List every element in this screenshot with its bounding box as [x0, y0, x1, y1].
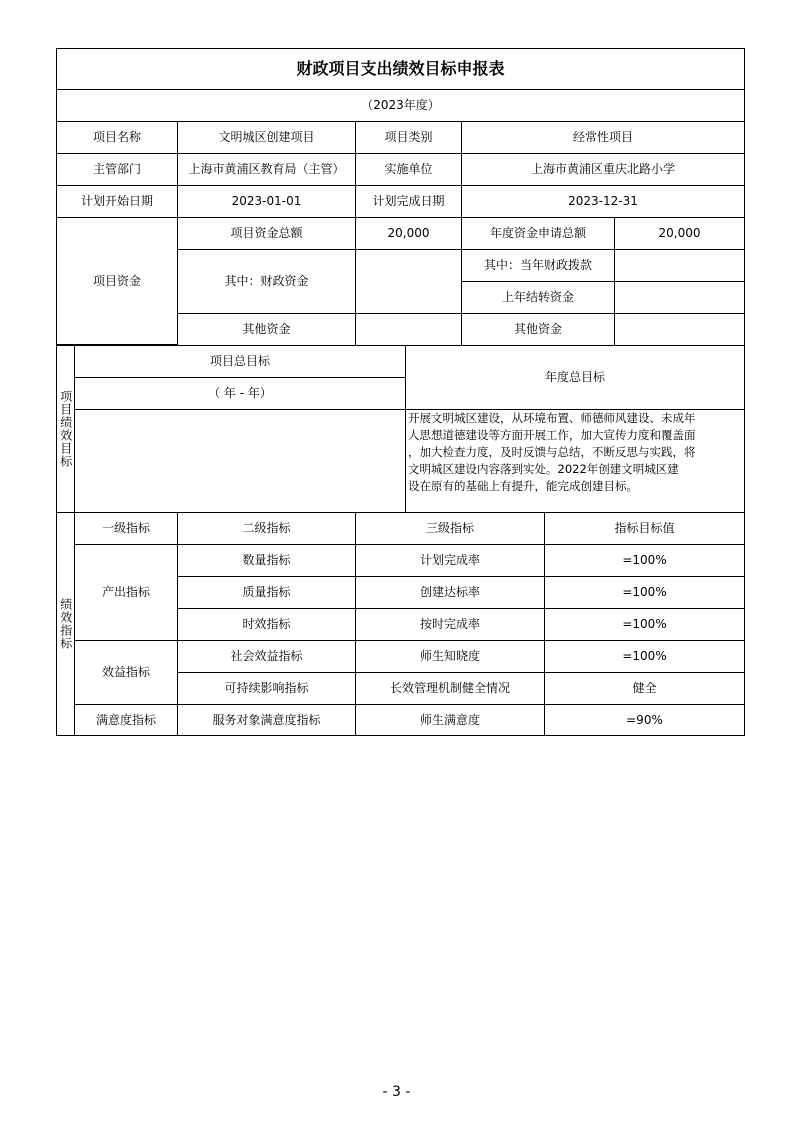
indicator-level3: 长效管理机制健全情况 [355, 672, 545, 705]
department-label: 主管部门 [56, 153, 178, 186]
indicator-level2: 服务对象满意度指标 [177, 704, 356, 736]
funds-fiscal-label: 其中：财政资金 [177, 249, 356, 314]
indicator-level3: 师生满意度 [355, 704, 545, 736]
overall-goal-text [74, 409, 406, 513]
indicator-target: =100% [544, 576, 745, 609]
funds-annual-value: 20,000 [614, 217, 745, 250]
header-level1: 一级指标 [74, 512, 178, 545]
funds-section-label: 项目资金 [56, 217, 178, 345]
page-number: - 3 - [382, 1084, 411, 1100]
indicator-target: =100% [544, 544, 745, 577]
funds-other-label-right: 其他资金 [461, 313, 615, 346]
funds-other-value [355, 313, 462, 346]
project-type-label: 项目类别 [355, 121, 462, 154]
funds-current-fiscal-label: 其中：当年财政拨款 [461, 249, 615, 282]
annual-goal-line: 人思想道德建设等方面开展工作，加大宣传力度和覆盖面 [408, 428, 696, 442]
funds-annual-label: 年度资金申请总额 [461, 217, 615, 250]
indicator-level2: 时效指标 [177, 608, 356, 641]
annual-goal-line: 设在原有的基础上有提升，能完成创建目标。 [408, 479, 638, 493]
goal-period: （ 年 - 年） [74, 377, 406, 410]
annual-goal-text [405, 409, 745, 513]
project-type-value: 经常性项目 [461, 121, 745, 154]
indicator-target: 健全 [544, 672, 745, 705]
end-date-label: 计划完成日期 [355, 185, 462, 218]
indicator-target: =90% [544, 704, 745, 736]
implementing-unit-value: 上海市黄浦区重庆北路小学 [461, 153, 745, 186]
goals-section-label: 项目绩效目标 [56, 345, 75, 513]
project-name-value: 文明城区创建项目 [177, 121, 356, 154]
group-output: 产出指标 [74, 544, 178, 641]
funds-fiscal-value [355, 249, 462, 314]
overall-goal-label: 项目总目标 [74, 345, 406, 378]
indicator-level2: 可持续影响指标 [177, 672, 356, 705]
annual-goal-line: ，加大检查力度，及时反馈与总结，不断反思与实践，将 [408, 445, 696, 459]
form-title: 财政项目支出绩效目标申报表 [56, 48, 745, 90]
group-benefit: 效益指标 [74, 640, 178, 705]
indicator-level2: 质量指标 [177, 576, 356, 609]
indicator-level3: 创建达标率 [355, 576, 545, 609]
group-satisfaction: 满意度指标 [74, 704, 178, 736]
indicator-level3: 师生知晓度 [355, 640, 545, 673]
indicator-level3: 按时完成率 [355, 608, 545, 641]
end-date-value: 2023-12-31 [461, 185, 745, 218]
funds-current-fiscal-value [614, 249, 745, 282]
indicator-level2: 数量指标 [177, 544, 356, 577]
header-target: 指标目标值 [544, 512, 745, 545]
annual-goal-line: 文明城区建设内容落到实处。2022年创建文明城区建 [408, 462, 679, 476]
indicator-level3: 计划完成率 [355, 544, 545, 577]
start-date-label: 计划开始日期 [56, 185, 178, 218]
year-note: （2023年度） [56, 89, 745, 122]
funds-carryover-value [614, 281, 745, 314]
indicators-section-label: 绩效指标 [56, 512, 75, 736]
header-level2: 二级指标 [177, 512, 356, 545]
funds-other-value-right [614, 313, 745, 346]
funds-other-label: 其他资金 [177, 313, 356, 346]
department-value: 上海市黄浦区教育局（主管） [177, 153, 356, 186]
funds-total-value: 20,000 [355, 217, 462, 250]
annual-goal-label: 年度总目标 [405, 345, 745, 410]
performance-goal-form [56, 48, 745, 736]
funds-carryover-label: 上年结转资金 [461, 281, 615, 314]
annual-goal-line: 开展文明城区建设，从环境布置、师德师风建设、未成年 [408, 411, 696, 425]
indicator-level2: 社会效益指标 [177, 640, 356, 673]
start-date-value: 2023-01-01 [177, 185, 356, 218]
indicator-target: =100% [544, 608, 745, 641]
funds-total-label: 项目资金总额 [177, 217, 356, 250]
indicator-target: =100% [544, 640, 745, 673]
header-level3: 三级指标 [355, 512, 545, 545]
project-name-label: 项目名称 [56, 121, 178, 154]
implementing-unit-label: 实施单位 [355, 153, 462, 186]
